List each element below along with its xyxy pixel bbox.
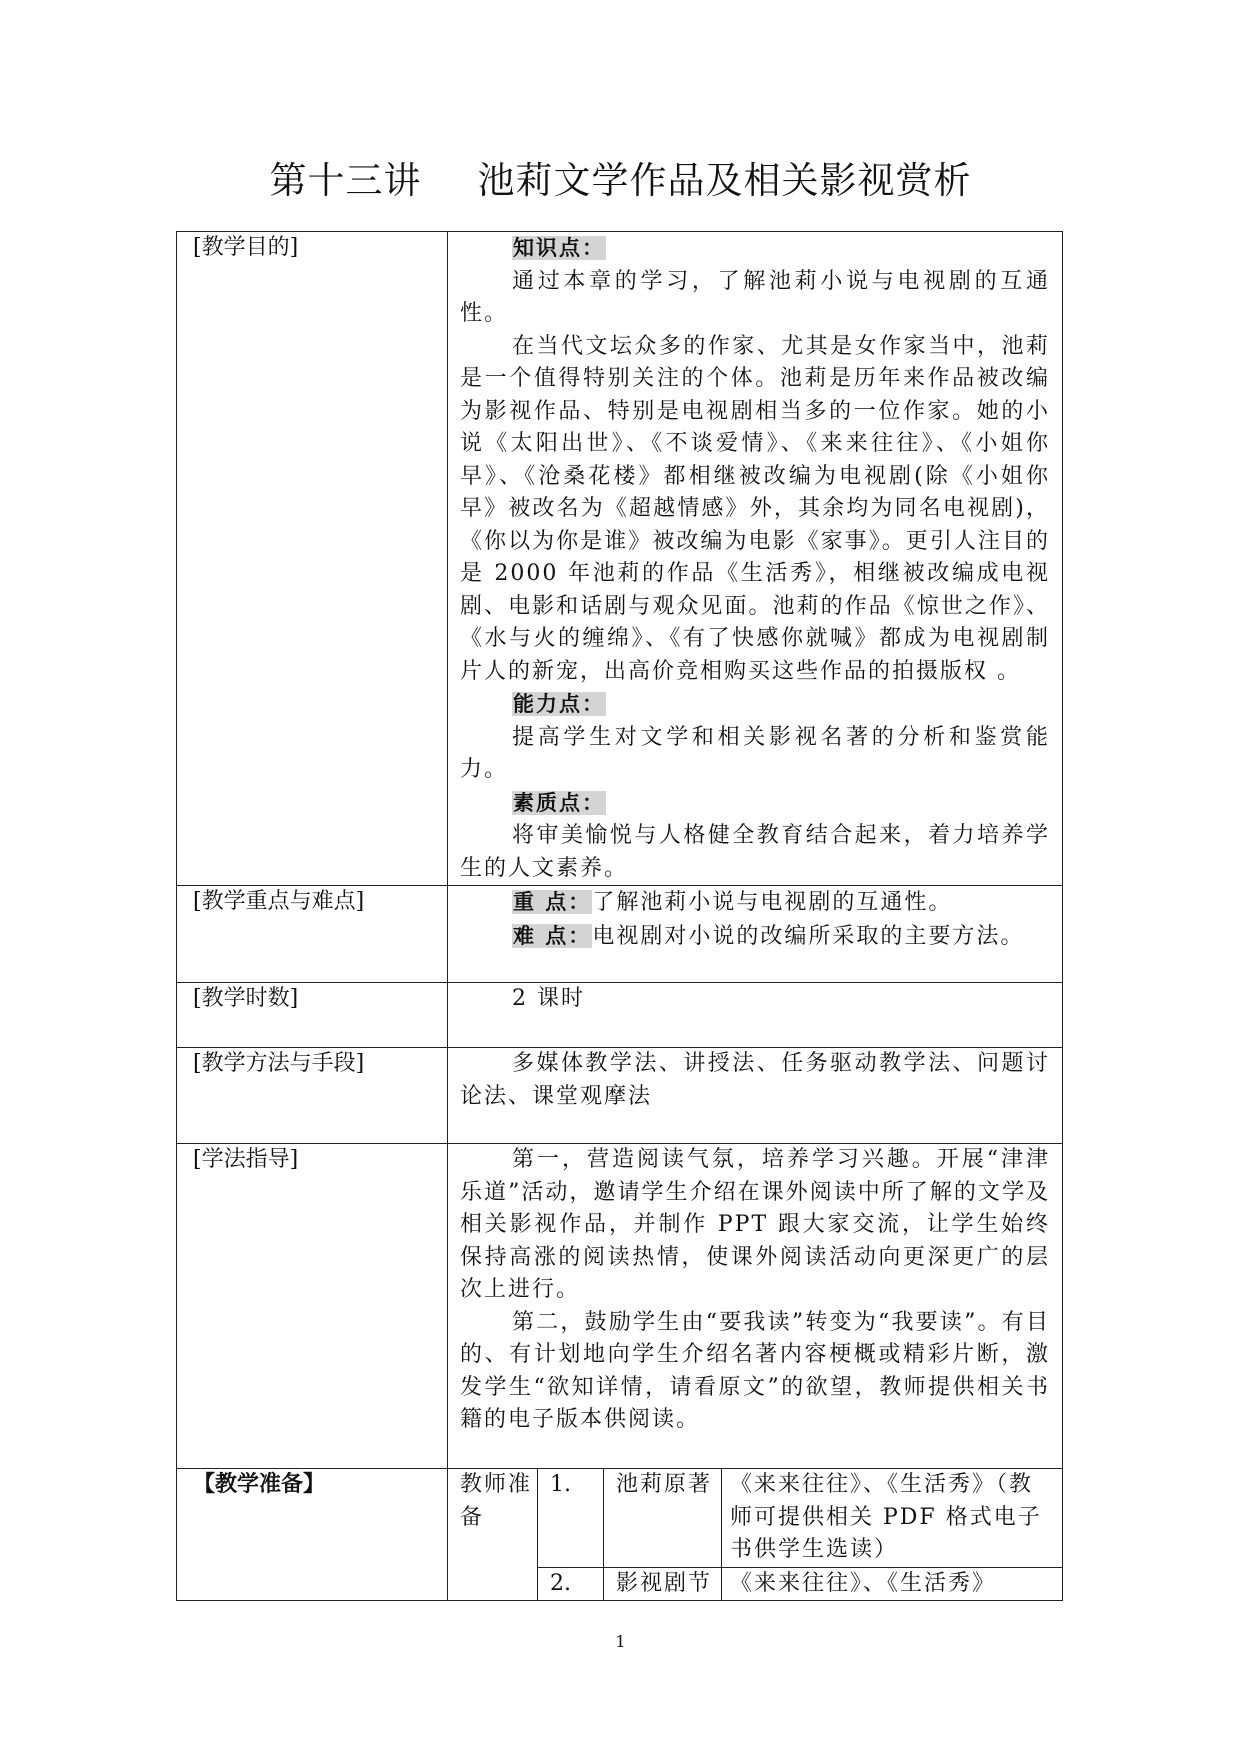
- page-number: 1: [615, 1632, 626, 1651]
- content-objectives: [448, 232, 1063, 886]
- prep-num-2: 2.: [538, 1567, 604, 1600]
- knowledge-p2: 在当代文坛众多的作家、尤其是女作家当中，池莉是一个值得特别关注的个体。池莉是历年来作品被改编为影视作品、特别是电视剧相当多的一位作家。她的小说《太阳出世》、《不谈爱情》、《来来往往》、《小姐你早》、《沧桑花楼》都相继被改编为电视剧(除《小姐你早》被改名为《超越情感》外，其余均为同名电视剧)，《你以为你是谁》被改编为电影《家事》。更引人注目的是 2000 年池莉的作品《生活秀》，相继被改编成电视剧、电影和话剧与观众见面。池莉的作品《惊世之作》、《水与火的缠绵》、《有了快感你就喊》都成为电视剧制片人的新宠，出高价竞相购买这些作品的拍摄版权 。: [460, 333, 1050, 684]
- difficulty-text: 电视剧对小说的改编所采取的主要方法。: [592, 923, 1025, 949]
- lesson-plan-table: [176, 231, 1063, 1601]
- hours-value: 2 课时: [512, 986, 585, 1011]
- content-preparation: [448, 1469, 1063, 1601]
- row-hours: [177, 983, 1063, 1048]
- label-objectives: [教学目的]: [177, 232, 448, 886]
- ability-text: 提高学生对文学和相关影视名著的分析和鉴赏能力。: [460, 724, 1050, 782]
- methods-text: 多媒体教学法、讲授法、任务驱动教学法、问题讨论法、课堂观摩法: [460, 1051, 1050, 1109]
- row-objectives: [177, 232, 1063, 886]
- title-topic: 池莉文学作品及相关影视赏析: [477, 159, 972, 202]
- label-methods: [教学方法与手段]: [177, 1048, 448, 1144]
- prep-desc-2: 《来来往往》、《生活秀》: [722, 1567, 1063, 1600]
- knowledge-p1: 通过本章的学习，了解池莉小说与电视剧的互通性。: [460, 268, 1050, 326]
- label-guidance: [学法指导]: [177, 1144, 448, 1469]
- preparation-table: [448, 1469, 1062, 1600]
- guidance-p2: 第二，鼓励学生由“要我读”转变为“我要读”。有目的、有计划地向学生介绍名著内容梗概或精彩片断，激发学生“欲知详情，请看原文”的欲望，教师提供相关书籍的电子版本供阅读。: [460, 1309, 1050, 1432]
- row-guidance: [177, 1144, 1063, 1469]
- focus-label: 重 点：: [513, 890, 592, 914]
- content-key-points: [448, 886, 1063, 983]
- prep-item-2: 影视剧节: [604, 1567, 722, 1600]
- preparation-role: 教师准备: [448, 1469, 538, 1600]
- row-preparation: [177, 1469, 1063, 1601]
- guidance-p1: 第一，营造阅读气氛，培养学习兴趣。开展“津津乐道”活动，邀请学生介绍在课外阅读中所了解的文学及相关影视作品，并制作 PPT 跟大家交流，让学生始终保持高涨的阅读热情，使课外阅读活动向更深更广的层次上进行。: [460, 1147, 1050, 1302]
- prep-item-1: 池莉原著: [604, 1469, 722, 1567]
- prep-num-1: 1.: [538, 1469, 604, 1567]
- label-hours: [教学时数]: [177, 983, 448, 1048]
- row-methods: [177, 1048, 1063, 1144]
- quality-heading: 素质点：: [513, 790, 605, 815]
- row-key-points: [177, 886, 1063, 983]
- label-preparation: 【教学准备】: [177, 1469, 448, 1601]
- knowledge-heading: 知识点：: [513, 236, 605, 260]
- preparation-row: [448, 1567, 1062, 1600]
- quality-text: 将审美愉悦与人格健全教育结合起来，着力培养学生的人文素养。: [460, 823, 1050, 881]
- ability-heading: 能力点：: [513, 692, 605, 716]
- prep-desc-1: 《来来往往》、《生活秀》（教师可提供相关 PDF 格式电子书供学生选读）: [722, 1469, 1063, 1567]
- focus-text: 了解池莉小说与电视剧的互通性。: [592, 890, 953, 915]
- preparation-row: [448, 1469, 1062, 1567]
- difficulty-label: 难 点：: [513, 923, 592, 948]
- title-lecture-number: 第十三讲: [269, 159, 422, 202]
- page-title: [0, 150, 1241, 204]
- label-key-points: [教学重点与难点]: [177, 886, 448, 983]
